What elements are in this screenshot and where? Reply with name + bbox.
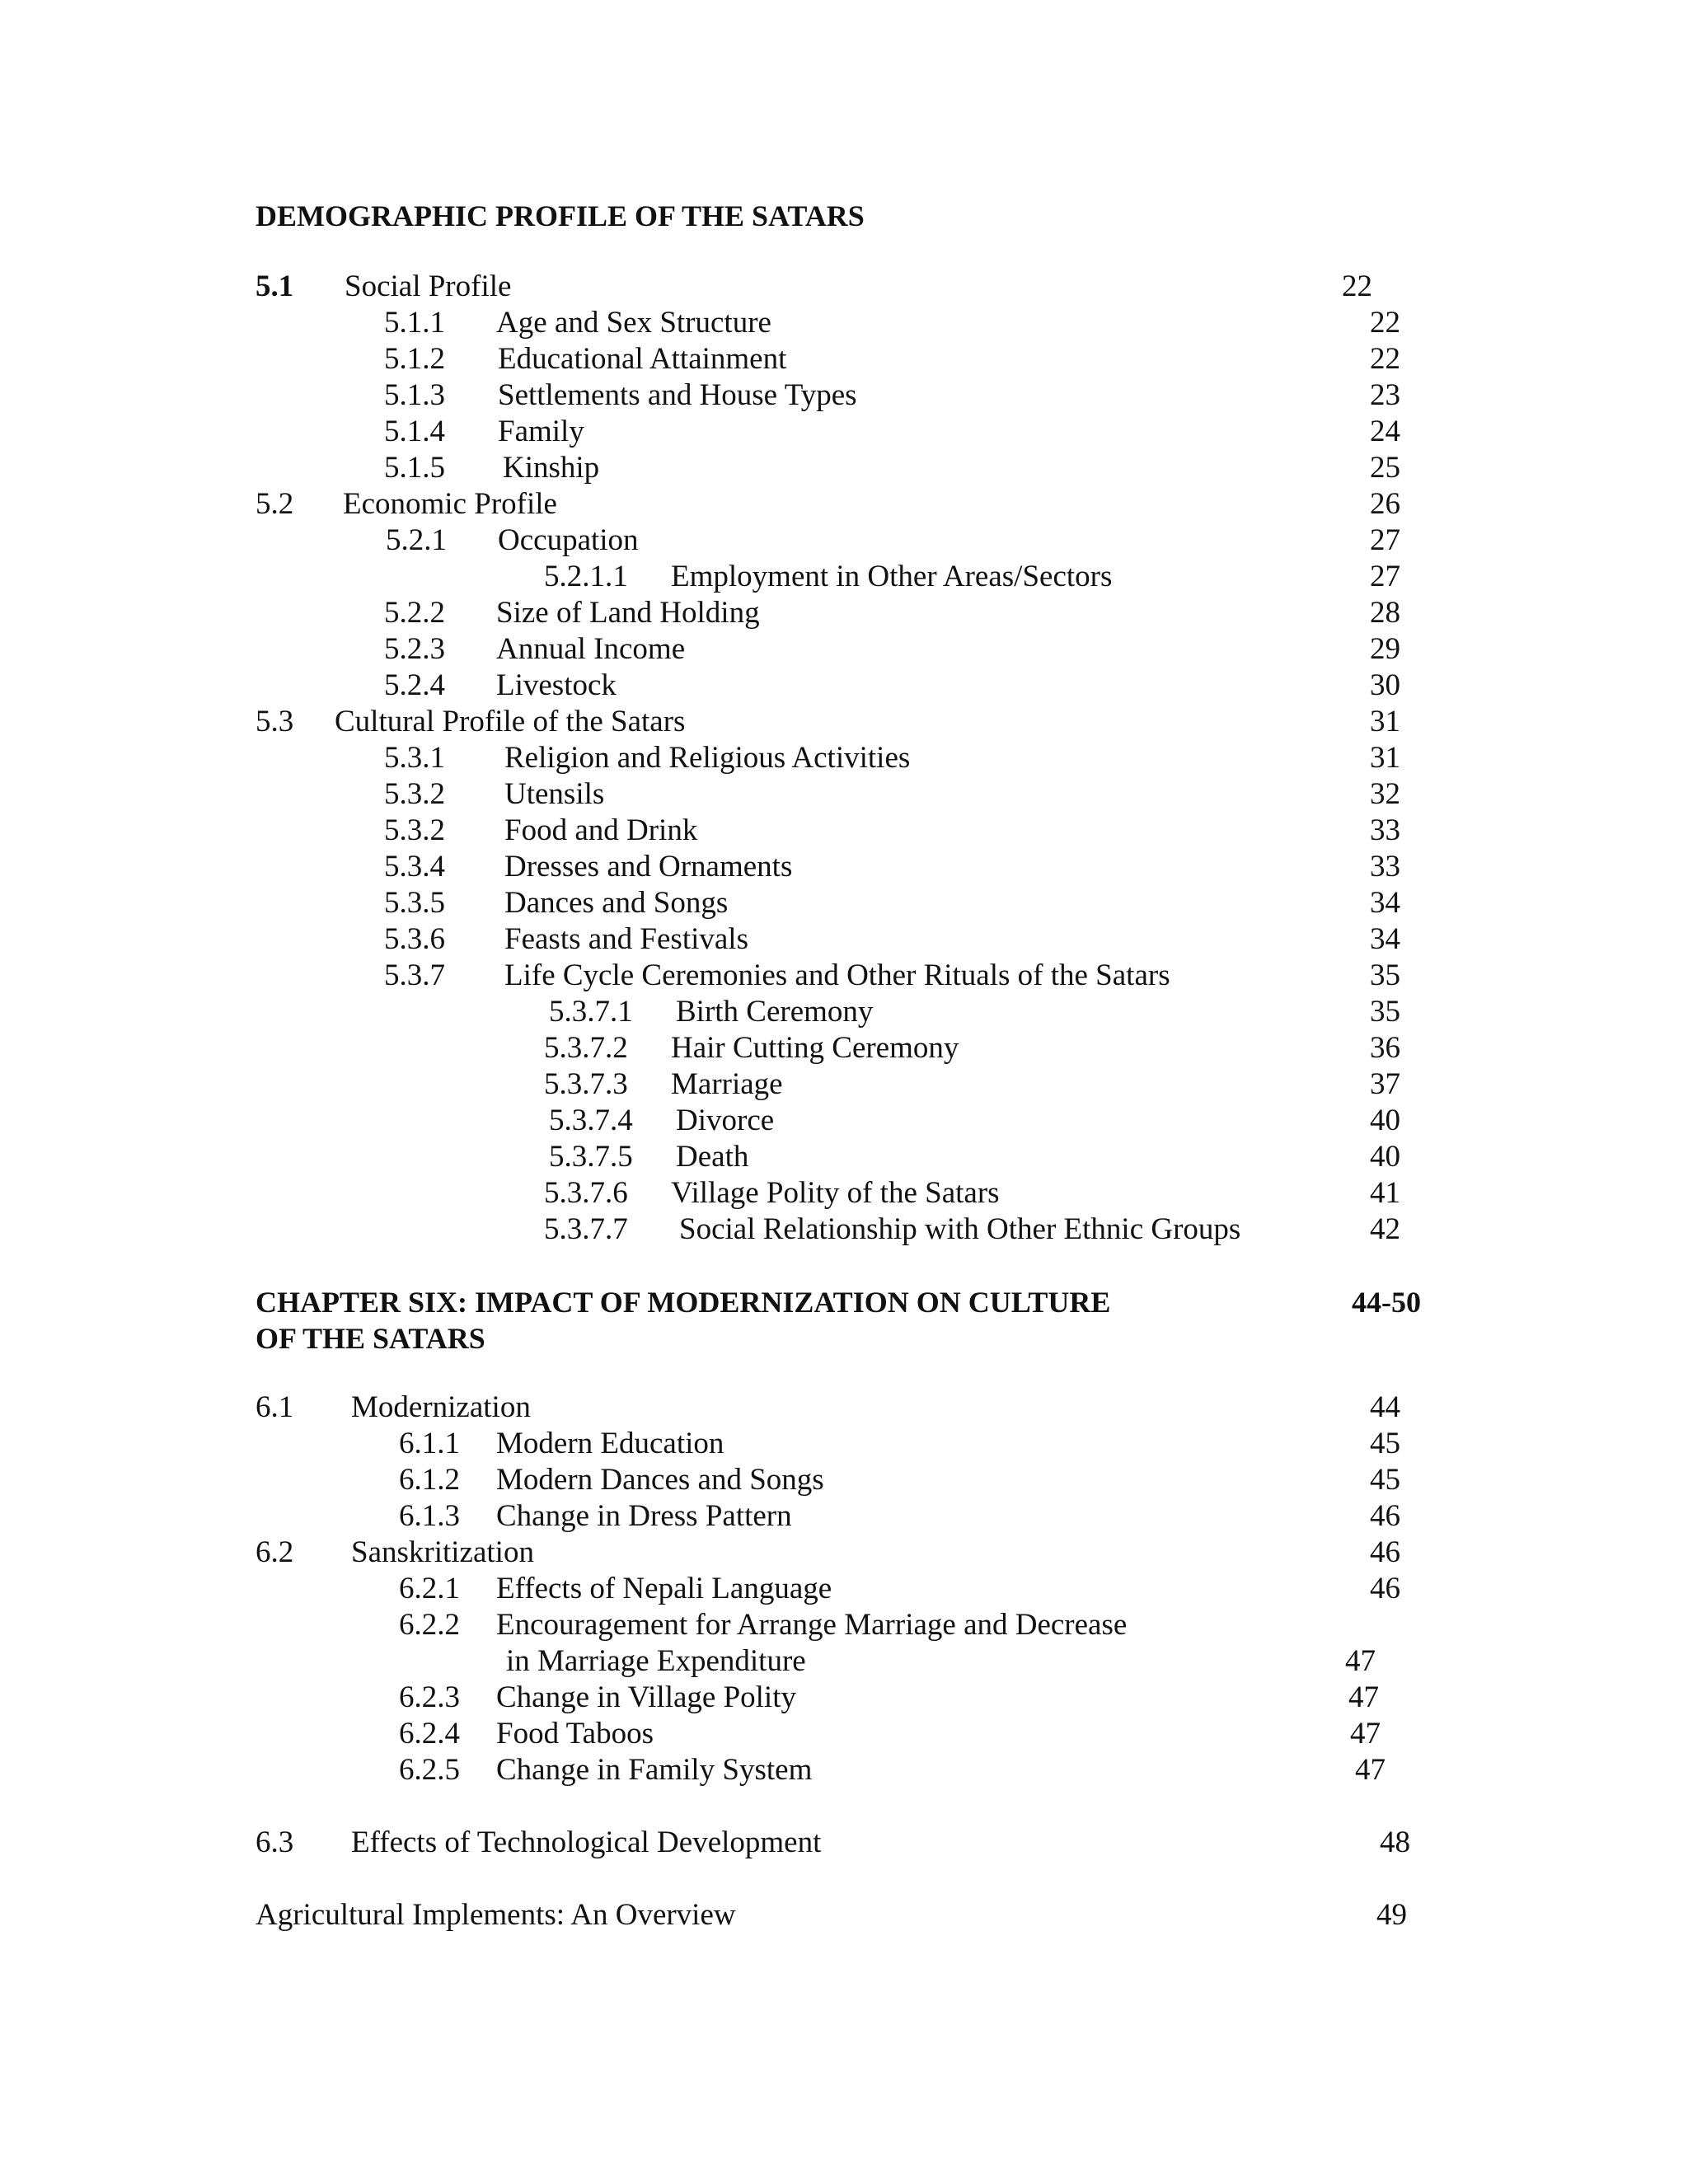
- toc-entry[interactable]: [0, 595, 1688, 631]
- toc-entry[interactable]: [0, 776, 1688, 813]
- toc-entry[interactable]: [0, 1752, 1688, 1788]
- entry-number: 5.2.2: [384, 596, 445, 630]
- entry-number: 5.3.7.3: [544, 1067, 628, 1101]
- entry-page: 48: [1380, 1825, 1410, 1859]
- entry-number: 6.3: [256, 1825, 294, 1859]
- toc-entry[interactable]: [0, 341, 1688, 377]
- entry-number: 5.3.7.1: [549, 995, 633, 1029]
- entry-number: 5.3.1: [384, 741, 445, 775]
- chapter-six-heading-pages: 44-50: [1352, 1286, 1421, 1319]
- entry-number: 6.1.3: [399, 1499, 460, 1533]
- entry-page: 30: [1370, 668, 1400, 702]
- entry-number: 5.2: [256, 487, 294, 521]
- entry-title: Change in Village Polity: [496, 1680, 796, 1714]
- entry-number: 5.1.3: [384, 378, 445, 412]
- entry-number: 5.3.7.7: [544, 1212, 628, 1246]
- toc-entry[interactable]: [0, 1212, 1688, 1248]
- entry-page: 28: [1370, 596, 1400, 630]
- entry-page: 22: [1342, 269, 1372, 303]
- entry-page: 40: [1370, 1140, 1400, 1174]
- toc-entry[interactable]: [0, 414, 1688, 450]
- entry-title: Food Taboos: [496, 1717, 654, 1750]
- entry-title: Social Relationship with Other Ethnic Groups: [679, 1212, 1241, 1246]
- entry-number: 5.3.4: [384, 850, 445, 883]
- entry-title: Village Polity of the Satars: [671, 1176, 1000, 1210]
- chapter-five-heading: DEMOGRAPHIC PROFILE OF THE SATARS: [256, 199, 865, 232]
- toc-entry[interactable]: [0, 1390, 1688, 1426]
- entry-title: Marriage: [671, 1067, 783, 1101]
- toc-entry[interactable]: [0, 958, 1688, 994]
- toc-entry[interactable]: [0, 1607, 1688, 1643]
- toc-entry[interactable]: [0, 1066, 1688, 1103]
- toc-entry[interactable]: [0, 1680, 1688, 1716]
- entry-page: 26: [1370, 487, 1400, 521]
- toc-entry[interactable]: [0, 377, 1688, 414]
- toc-entry[interactable]: [0, 1571, 1688, 1607]
- entry-title: Agricultural Implements: An Overview: [256, 1898, 736, 1932]
- entry-title: Religion and Religious Activities: [504, 741, 911, 775]
- entry-title: Settlements and House Types: [498, 378, 857, 412]
- toc-entry[interactable]: [0, 849, 1688, 885]
- entry-page: 32: [1370, 777, 1400, 811]
- entry-number: 6.1.2: [399, 1463, 460, 1497]
- entry-title: Divorce: [676, 1104, 775, 1137]
- entry-number: 6.1.1: [399, 1427, 460, 1460]
- entry-number: 6.2: [256, 1535, 294, 1569]
- entry-number: 5.1: [256, 269, 294, 303]
- entry-number: 5.1.5: [384, 451, 445, 485]
- entry-number: 5.3: [256, 705, 294, 738]
- entry-title: Occupation: [498, 523, 639, 557]
- toc-entry[interactable]: [0, 994, 1688, 1030]
- entry-page: 45: [1370, 1463, 1400, 1497]
- entry-page: 44: [1370, 1390, 1400, 1424]
- toc-entry[interactable]: [0, 1498, 1688, 1535]
- entry-page: 46: [1370, 1499, 1400, 1533]
- toc-entry[interactable]: [0, 885, 1688, 921]
- entry-number: 5.3.7.5: [549, 1140, 633, 1174]
- entry-number: 5.3.7.2: [544, 1031, 628, 1065]
- toc-entry[interactable]: [0, 1716, 1688, 1752]
- entry-page: 31: [1370, 741, 1400, 775]
- entry-title: Age and Sex Structure: [496, 306, 771, 340]
- entry-title: Annual Income: [496, 632, 686, 666]
- entry-page: 33: [1370, 813, 1400, 847]
- toc-entry[interactable]: [0, 1030, 1688, 1066]
- toc-entry[interactable]: [0, 1462, 1688, 1498]
- entry-title: Effects of Technological Development: [351, 1825, 822, 1859]
- entry-number: 5.2.3: [384, 632, 445, 666]
- toc-entry[interactable]: [0, 523, 1688, 559]
- entry-page: 35: [1370, 995, 1400, 1029]
- entry-title: Modern Education: [496, 1427, 724, 1460]
- entry-title: Livestock: [496, 668, 617, 702]
- entry-title: Educational Attainment: [498, 342, 787, 376]
- entry-page: 41: [1370, 1176, 1400, 1210]
- toc-entry-continued[interactable]: [0, 1643, 1688, 1680]
- entry-title: Encouragement for Arrange Marriage and Decrease: [496, 1608, 1128, 1642]
- entry-title: Utensils: [504, 777, 605, 811]
- entry-title: Change in Family System: [496, 1753, 813, 1787]
- entry-title: Social Profile: [345, 269, 512, 303]
- entry-title: Employment in Other Areas/Sectors: [671, 560, 1113, 593]
- entry-page: 37: [1370, 1067, 1400, 1101]
- entry-title: Life Cycle Ceremonies and Other Rituals of the Satars: [504, 958, 1170, 992]
- entry-page: 23: [1370, 378, 1400, 412]
- entry-number: 5.1.1: [384, 306, 445, 340]
- toc-entry[interactable]: [0, 740, 1688, 776]
- entry-title: Economic Profile: [343, 487, 557, 521]
- entry-title: Birth Ceremony: [676, 995, 874, 1029]
- toc-entry[interactable]: [0, 1897, 1688, 1933]
- entry-title: Sanskritization: [351, 1535, 534, 1569]
- entry-title: Change in Dress Pattern: [496, 1499, 792, 1533]
- toc-entry[interactable]: [0, 486, 1688, 523]
- entry-title: Family: [498, 415, 584, 448]
- toc-entry[interactable]: [0, 1535, 1688, 1571]
- toc-entry[interactable]: [0, 1103, 1688, 1139]
- entry-number: 6.1: [256, 1390, 294, 1424]
- entry-page: 27: [1370, 560, 1400, 593]
- entry-number: 5.1.4: [384, 415, 445, 448]
- toc-entry[interactable]: [0, 1139, 1688, 1175]
- entry-number: 5.1.2: [384, 342, 445, 376]
- entry-title: Size of Land Holding: [496, 596, 760, 630]
- entry-number: 5.3.7.4: [549, 1104, 633, 1137]
- entry-page: 47: [1355, 1753, 1386, 1787]
- entry-title: Modernization: [351, 1390, 531, 1424]
- entry-page: 22: [1370, 306, 1400, 340]
- entry-page: 34: [1370, 886, 1400, 920]
- entry-number: 5.2.1: [386, 523, 447, 557]
- entry-number: 5.2.1.1: [544, 560, 628, 593]
- entry-title: Hair Cutting Ceremony: [671, 1031, 959, 1065]
- toc-entry[interactable]: [0, 269, 1688, 305]
- entry-title: Food and Drink: [504, 813, 698, 847]
- entry-title: Cultural Profile of the Satars: [335, 705, 686, 738]
- entry-page: 36: [1370, 1031, 1400, 1065]
- toc-entry[interactable]: [0, 1175, 1688, 1212]
- entry-number: 5.2.4: [384, 668, 445, 702]
- entry-page: 49: [1376, 1898, 1407, 1932]
- entry-page: 46: [1370, 1535, 1400, 1569]
- entry-number: 6.2.2: [399, 1608, 460, 1642]
- entry-page: 42: [1370, 1212, 1400, 1246]
- entry-number: 5.3.2: [384, 777, 445, 811]
- entry-number: 5.3.7.6: [544, 1176, 628, 1210]
- entry-title: Kinship: [503, 451, 600, 485]
- toc-entry[interactable]: [0, 668, 1688, 704]
- entry-title-continued: in Marriage Expenditure: [506, 1644, 806, 1678]
- toc-entry[interactable]: [0, 631, 1688, 668]
- entry-page: 35: [1370, 958, 1400, 992]
- entry-number: 6.2.3: [399, 1680, 460, 1714]
- entry-page: 31: [1370, 705, 1400, 738]
- toc-entry[interactable]: [0, 704, 1688, 740]
- entry-page: 33: [1370, 850, 1400, 883]
- entry-number: 6.2.5: [399, 1753, 460, 1787]
- entry-page: 47: [1348, 1680, 1379, 1714]
- entry-page: 24: [1370, 415, 1400, 448]
- entry-page: 25: [1370, 451, 1400, 485]
- toc-entry[interactable]: [0, 559, 1688, 595]
- toc-entry[interactable]: [0, 450, 1688, 486]
- entry-number: 6.2.4: [399, 1717, 460, 1750]
- entry-page: 22: [1370, 342, 1400, 376]
- entry-title: Effects of Nepali Language: [496, 1572, 832, 1605]
- entry-title: Death: [676, 1140, 749, 1174]
- entry-page: 27: [1370, 523, 1400, 557]
- toc-entry[interactable]: [0, 1426, 1688, 1462]
- entry-number: 6.2.1: [399, 1572, 460, 1605]
- entry-number: 5.3.2: [384, 813, 445, 847]
- entry-page: 46: [1370, 1572, 1400, 1605]
- entry-page: 45: [1370, 1427, 1400, 1460]
- entry-page: 47: [1345, 1644, 1376, 1678]
- entry-title: Modern Dances and Songs: [496, 1463, 824, 1497]
- entry-page: 40: [1370, 1104, 1400, 1137]
- entry-number: 5.3.6: [384, 922, 445, 956]
- entry-number: 5.3.5: [384, 886, 445, 920]
- entry-number: 5.3.7: [384, 958, 445, 992]
- entry-page: 47: [1350, 1717, 1381, 1750]
- entry-title: Dances and Songs: [504, 886, 729, 920]
- toc-entry[interactable]: [0, 1825, 1688, 1861]
- chapter-six-heading-continued: OF THE SATARS: [256, 1322, 485, 1355]
- entry-page: 29: [1370, 632, 1400, 666]
- toc-entry[interactable]: [0, 813, 1688, 849]
- entry-title: Feasts and Festivals: [504, 922, 748, 956]
- chapter-six-heading: CHAPTER SIX: IMPACT OF MODERNIZATION ON CULTURE: [256, 1286, 1111, 1319]
- toc-entry[interactable]: [0, 921, 1688, 958]
- entry-page: 34: [1370, 922, 1400, 956]
- toc-entry[interactable]: [0, 305, 1688, 341]
- entry-title: Dresses and Ornaments: [504, 850, 793, 883]
